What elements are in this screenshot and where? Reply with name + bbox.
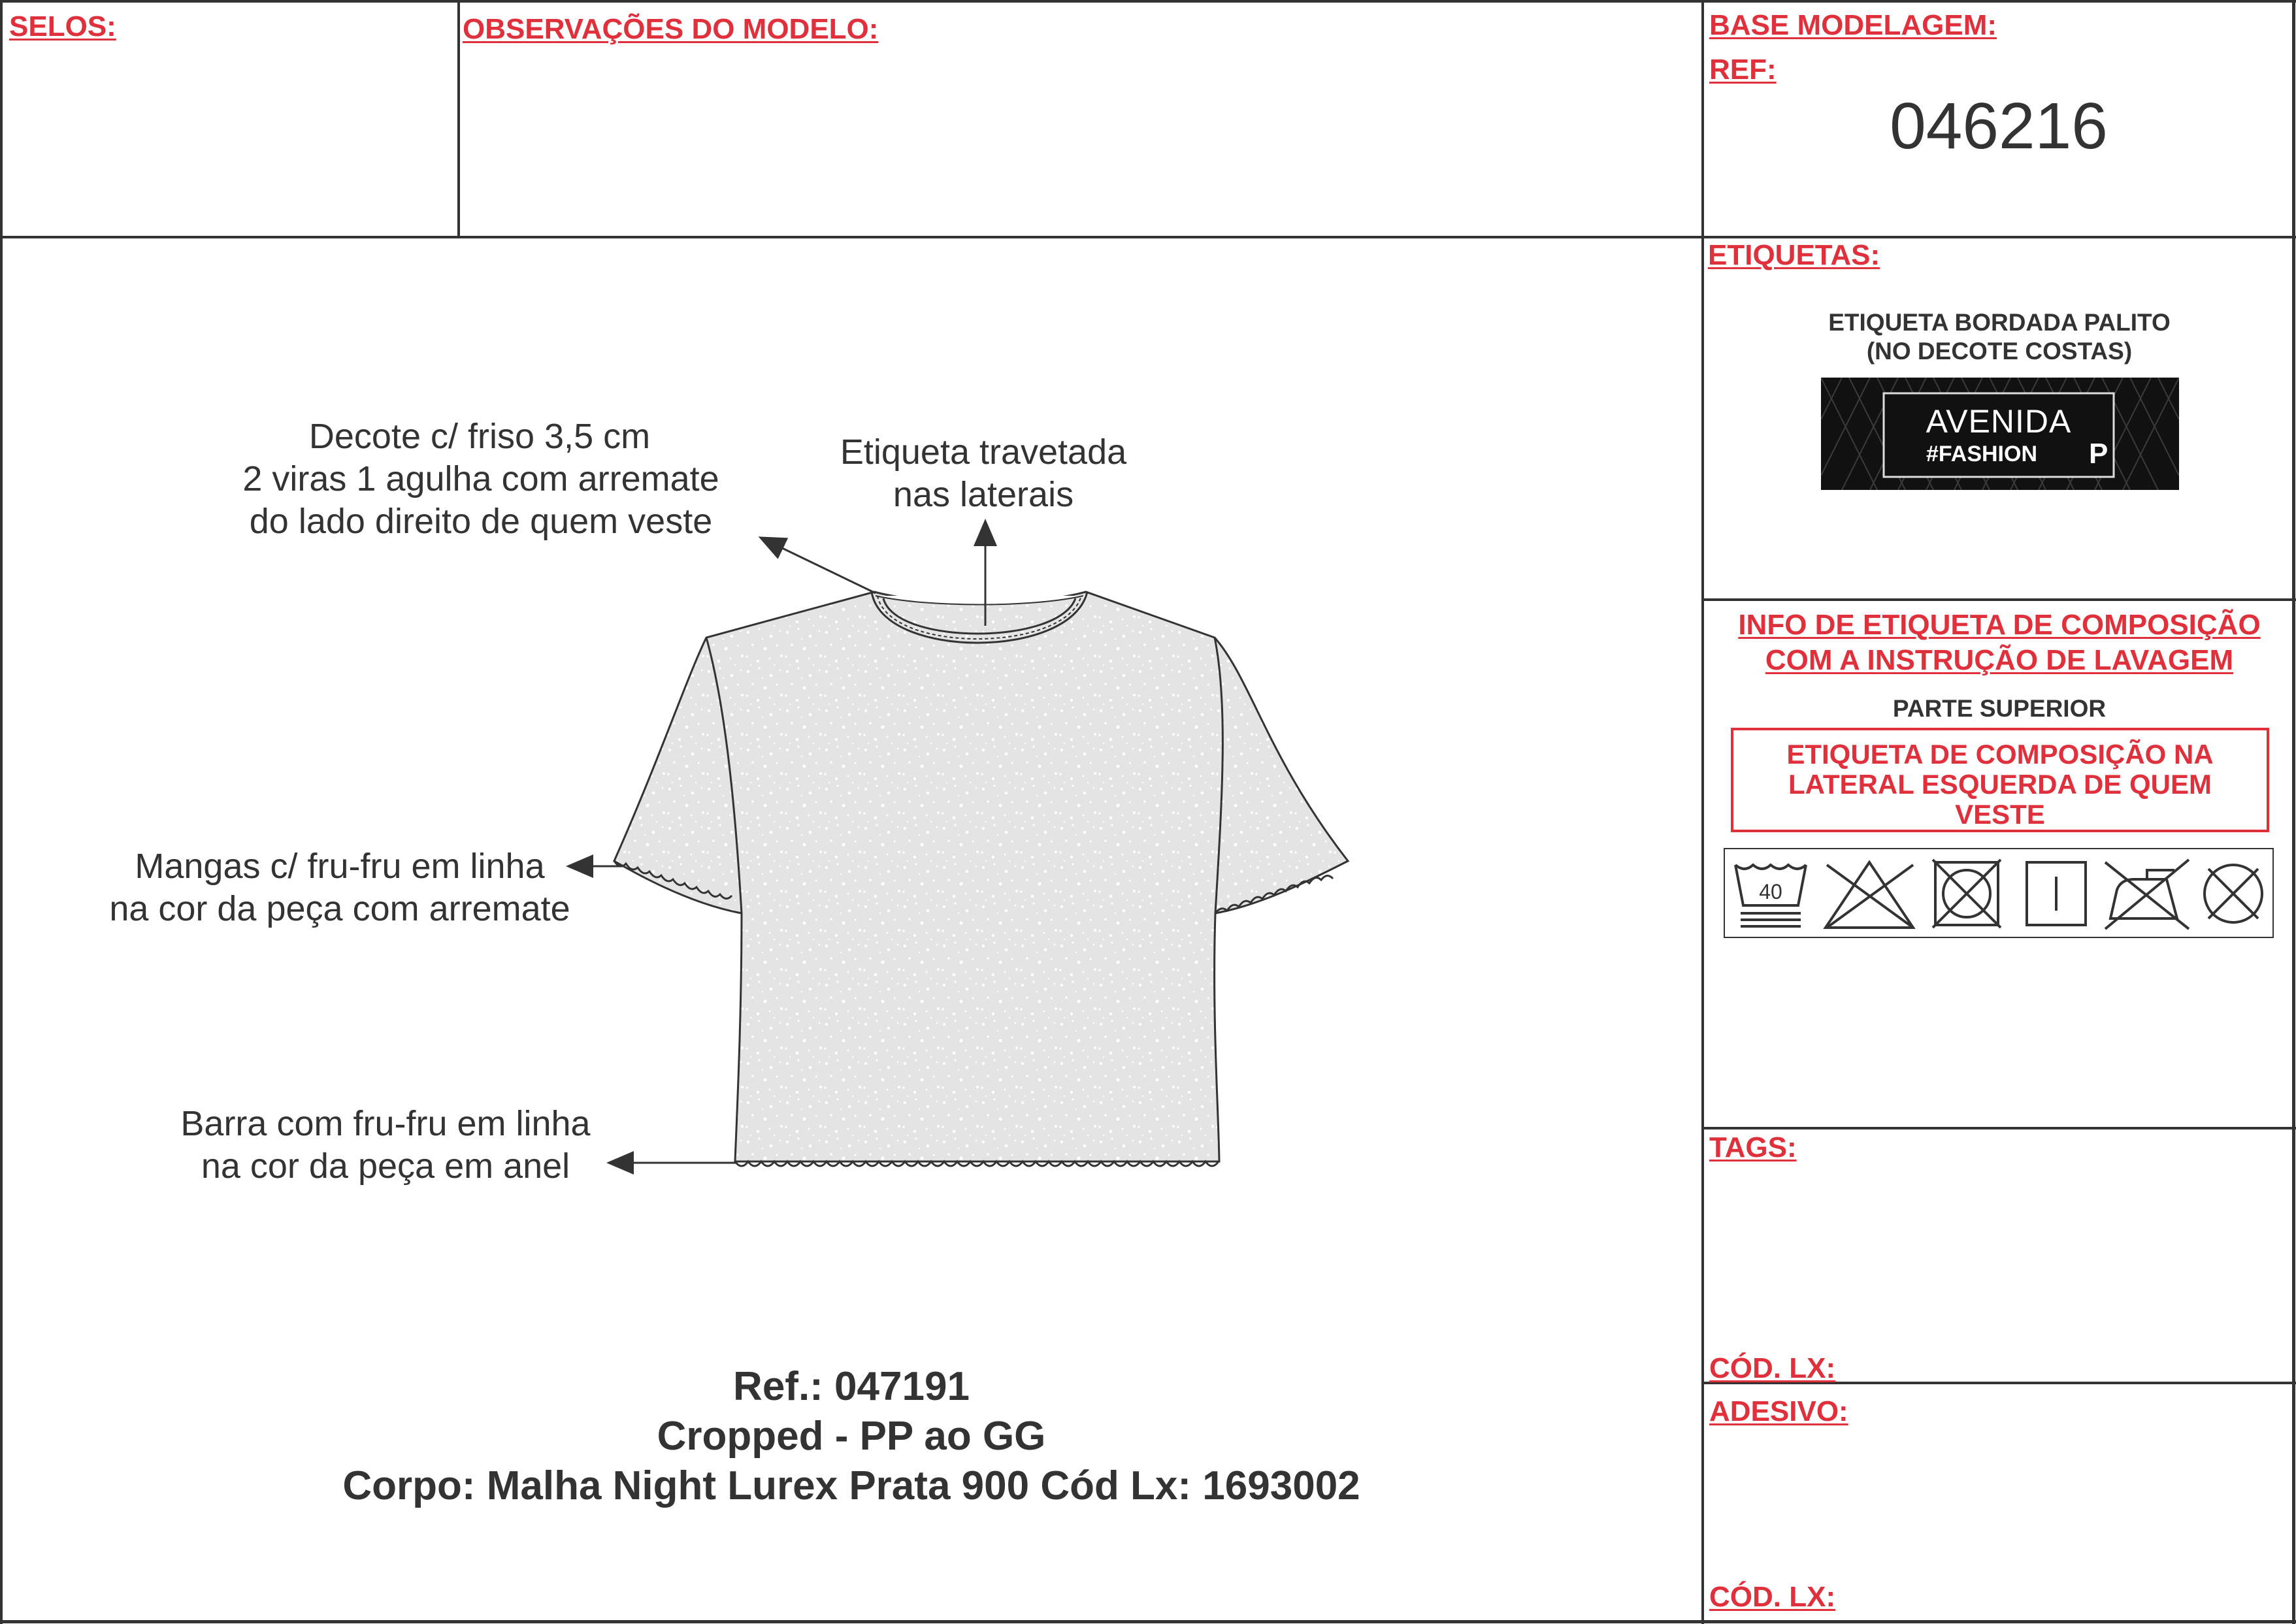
garment-ref: Ref.: 047191 [733,1364,970,1409]
wash-40-icon [1730,856,1811,932]
no-dry-clean-icon [2197,857,2270,930]
note-mangas-line-1: Mangas c/ fru-fru em linha [135,847,545,886]
brand-label [1821,378,2179,490]
note-barra-line-1: Barra com fru-fru em linha [180,1104,591,1143]
garment-model: Cropped - PP ao GG [657,1414,1046,1459]
base-modelagem-title: BASE MODELAGEM: [1709,9,1997,41]
brand-size: P [2089,438,2108,470]
composicao-title [1703,608,2296,678]
ref-title: REF: [1709,54,1777,86]
no-tumble-dry-icon [1930,857,2003,930]
no-bleach-icon [1820,856,1918,932]
ref-number: 046216 [1890,89,2108,163]
note-decote-line-2: 2 viras 1 agulha com arremate [242,459,719,498]
composicao-title-line-1: INFO DE ETIQUETA DE COMPOSIÇÃO [1738,609,2261,641]
border-right [2292,0,2295,1624]
note-decote-line-1: Decote c/ friso 3,5 cm [308,417,651,456]
sidebar-sep-etiquetas [1703,598,2296,601]
selos-title: SELOS: [9,10,116,42]
cod-lx-adesivo: CÓD. LX: [1709,1581,1836,1613]
note-decote-line-3: do lado direito de quem veste [249,502,713,541]
note-mangas [72,845,608,930]
adesivo-title: ADESIVO: [1709,1395,1848,1427]
brand-tagline: #FASHION [1926,442,2038,466]
note-decote [196,415,766,543]
note-etiqueta-line-1: Etiqueta travetada [840,432,1127,472]
etiqueta-caption-line-2: (NO DECOTE COSTAS) [1866,338,2133,365]
line-dry-icon [2019,857,2092,930]
brand-name: AVENIDA [1926,403,2072,440]
observacoes-title: OBSERVAÇÕES DO MODELO: [463,13,879,45]
composicao-box [1731,728,2269,832]
care-symbols [1724,848,2274,938]
garment-info [0,1362,1703,1511]
no-iron-icon [2101,856,2193,932]
cod-lx-tags: CÓD. LX: [1709,1352,1836,1384]
note-etiqueta-line-2: nas laterais [893,475,1074,514]
tags-title: TAGS: [1709,1131,1797,1163]
wash-temp: 40 [1759,880,1782,903]
note-mangas-line-2: na cor da peça com arremate [109,889,570,928]
composicao-title-line-2: COM A INSTRUÇÃO DE LAVAGEM [1765,644,2234,676]
etiquetas-title: ETIQUETAS: [1708,239,1880,271]
composicao-box-line-2: LATERAL ESQUERDA DE QUEM [1788,769,2212,800]
etiqueta-caption [1703,308,2296,366]
etiqueta-caption-line-1: ETIQUETA BORDADA PALITO [1828,309,2171,336]
parte-superior: PARTE SUPERIOR [1892,695,2107,722]
sidebar-sep-tags [1703,1127,2296,1129]
composicao-box-line-3: VESTE [1955,799,2045,830]
arrow-decote [762,538,876,593]
note-barra-line-2: na cor da peça em anel [201,1146,570,1186]
garment-fabric: Corpo: Malha Night Lurex Prata 900 Cód Lx: 1693002 [342,1463,1360,1508]
composicao-box-line-1: ETIQUETA DE COMPOSIÇÃO NA [1786,739,2214,770]
note-barra [150,1103,621,1188]
note-etiqueta [791,431,1176,516]
